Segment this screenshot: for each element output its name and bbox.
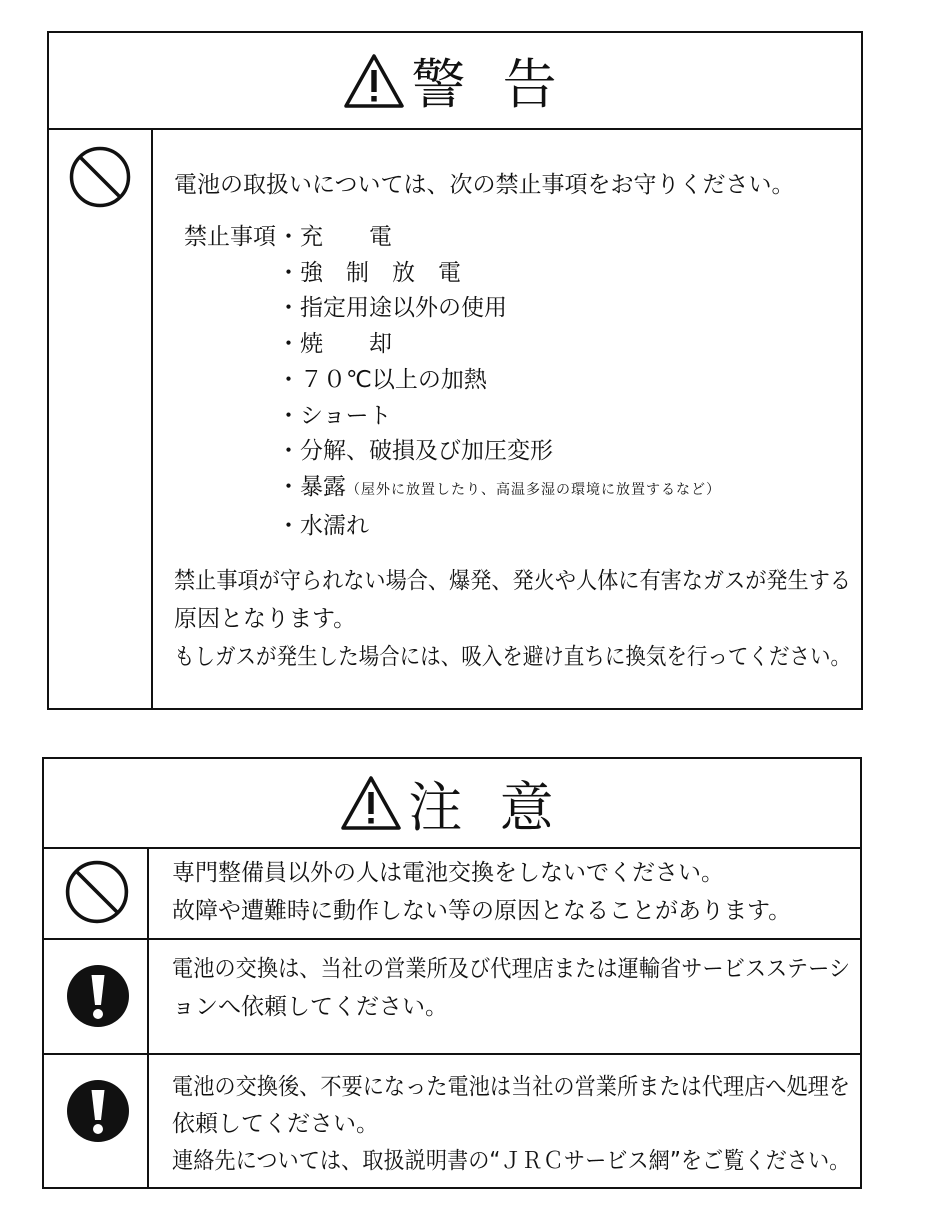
list-item: ・焼 却 bbox=[277, 331, 392, 358]
row-separator bbox=[44, 938, 860, 940]
caution-title: 注 意 bbox=[408, 775, 564, 839]
warning-consequence-2: 原因となります。 bbox=[174, 606, 357, 632]
list-item: ・強 制 放 電 bbox=[277, 259, 461, 286]
caution-box bbox=[42, 757, 862, 1189]
caution-header bbox=[44, 759, 860, 849]
list-item bbox=[277, 470, 721, 509]
prohibited-items bbox=[277, 220, 721, 544]
prohibition-icon bbox=[68, 145, 132, 209]
warning-consequence-1: 禁止事項が守られない場合、爆発、発火や人体に有害なガスが発生する bbox=[174, 568, 851, 594]
list-item-note: （屋外に放置したり、高温多湿の環境に放置するなど） bbox=[346, 481, 721, 498]
prohibition-icon bbox=[64, 859, 130, 925]
caution-row-1-line-1: 専門整備員以外の人は電池交換をしないでください。 bbox=[172, 860, 724, 886]
warning-divider bbox=[151, 128, 153, 708]
warning-consequence-3: もしガスが発生した場合には、吸入を避け直ちに換気を行ってください。 bbox=[174, 644, 851, 670]
row-separator bbox=[44, 1053, 860, 1055]
caution-row-3-line-1: 電池の交換後、不要になった電池は当社の営業所または代理店へ処理を bbox=[172, 1074, 850, 1100]
list-item-label: ・暴露 bbox=[277, 473, 346, 500]
caution-row-3-line-3: 連絡先については、取扱説明書の“ＪＲＣサービス網”をご覧ください。 bbox=[172, 1148, 851, 1174]
caution-triangle-icon bbox=[340, 775, 402, 831]
caution-row-1-line-2: 故障や遭難時に動作しない等の原因となることがあります。 bbox=[172, 898, 792, 924]
warning-box bbox=[47, 31, 863, 710]
caution-row-2-line-1: 電池の交換は、当社の営業所及び代理店または運輸省サービスステーシ bbox=[172, 956, 851, 982]
list-item: ・ショート bbox=[277, 402, 392, 429]
mandatory-exclamation-icon bbox=[66, 964, 130, 1028]
prohibited-label: 禁止事項 bbox=[184, 224, 276, 250]
warning-header bbox=[49, 33, 861, 130]
caution-row-2-line-2: ョンへ依頼してください。 bbox=[172, 994, 448, 1020]
list-item: ・水濡れ bbox=[277, 512, 369, 539]
warning-intro: 電池の取扱いについては、次の禁止事項をお守りください。 bbox=[174, 172, 795, 198]
list-item: ・指定用途以外の使用 bbox=[277, 295, 507, 322]
warning-title: 警 告 bbox=[411, 53, 567, 116]
list-item: ・分解、破損及び加圧変形 bbox=[277, 438, 553, 465]
caution-row-3-line-2: 依頼してください。 bbox=[172, 1111, 379, 1137]
list-item: ・充 電 bbox=[277, 224, 392, 250]
caution-divider bbox=[147, 847, 149, 1187]
warning-triangle-icon bbox=[343, 53, 405, 109]
list-item: ・７０℃以上の加熱 bbox=[277, 366, 487, 393]
mandatory-exclamation-icon bbox=[66, 1079, 130, 1143]
